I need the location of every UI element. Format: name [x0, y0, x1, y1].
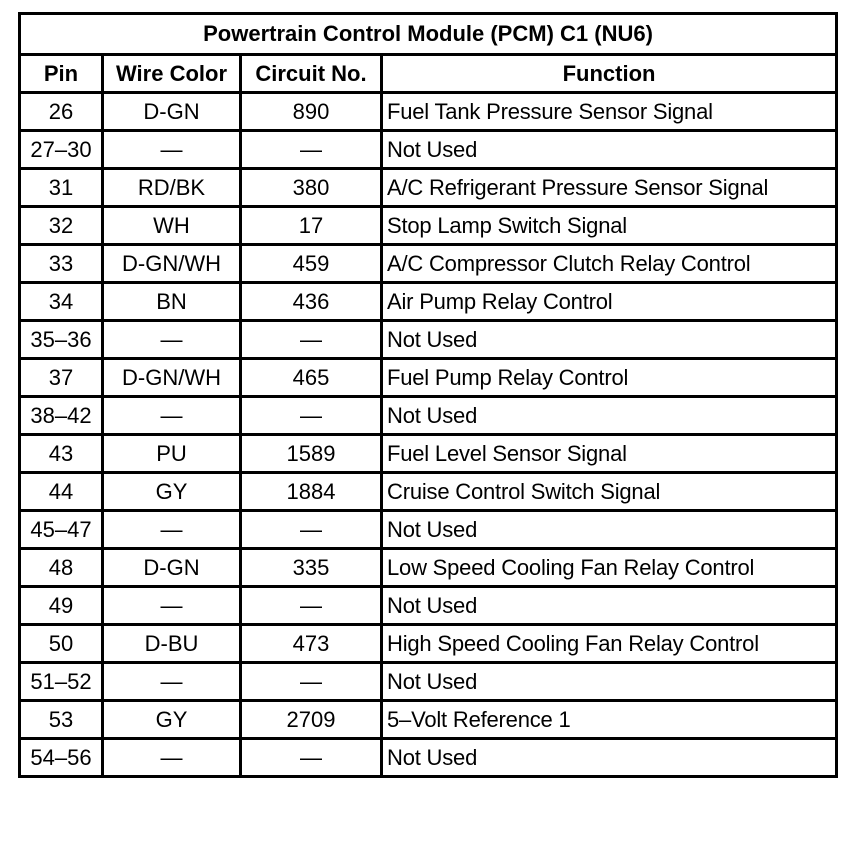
circuit-no-cell: —	[241, 587, 382, 625]
wire-color-cell: RD/BK	[103, 169, 241, 207]
function-cell: High Speed Cooling Fan Relay Control	[382, 625, 837, 663]
pin-cell: 37	[20, 359, 103, 397]
table-row	[20, 131, 837, 169]
pin-cell: 33	[20, 245, 103, 283]
circuit-no-cell: 2709	[241, 701, 382, 739]
pin-cell: 26	[20, 93, 103, 131]
function-cell: Stop Lamp Switch Signal	[382, 207, 837, 245]
function-cell: Not Used	[382, 321, 837, 359]
wire-color-cell: —	[103, 587, 241, 625]
wire-color-cell: —	[103, 511, 241, 549]
function-cell: Fuel Pump Relay Control	[382, 359, 837, 397]
pin-cell: 35–36	[20, 321, 103, 359]
pcm-connector-table	[18, 12, 838, 778]
pin-cell: 38–42	[20, 397, 103, 435]
table-row	[20, 473, 837, 511]
wire-color-cell: —	[103, 739, 241, 777]
circuit-no-cell: —	[241, 397, 382, 435]
function-cell: Not Used	[382, 663, 837, 701]
circuit-no-cell: —	[241, 739, 382, 777]
table-row	[20, 549, 837, 587]
pin-cell: 43	[20, 435, 103, 473]
table-row	[20, 625, 837, 663]
wire-color-cell: WH	[103, 207, 241, 245]
table-row	[20, 663, 837, 701]
circuit-no-cell: —	[241, 511, 382, 549]
table-row	[20, 283, 837, 321]
circuit-no-cell: —	[241, 131, 382, 169]
wire-color-cell: BN	[103, 283, 241, 321]
table-row	[20, 701, 837, 739]
pin-cell: 44	[20, 473, 103, 511]
pin-cell: 51–52	[20, 663, 103, 701]
wire-color-cell: —	[103, 663, 241, 701]
function-cell: Not Used	[382, 131, 837, 169]
wire-color-cell: GY	[103, 473, 241, 511]
pin-cell: 27–30	[20, 131, 103, 169]
function-cell: Not Used	[382, 739, 837, 777]
function-cell: Fuel Tank Pressure Sensor Signal	[382, 93, 837, 131]
circuit-no-cell: —	[241, 663, 382, 701]
table-row	[20, 397, 837, 435]
header-circuit-no: Circuit No.	[241, 55, 382, 93]
circuit-no-cell: 436	[241, 283, 382, 321]
table-row	[20, 511, 837, 549]
circuit-no-cell: 380	[241, 169, 382, 207]
function-cell: Not Used	[382, 587, 837, 625]
function-cell: Not Used	[382, 397, 837, 435]
circuit-no-cell: 1589	[241, 435, 382, 473]
table-row	[20, 587, 837, 625]
header-wire-color: Wire Color	[103, 55, 241, 93]
header-pin: Pin	[20, 55, 103, 93]
pin-cell: 34	[20, 283, 103, 321]
table-row	[20, 435, 837, 473]
table-row	[20, 321, 837, 359]
function-cell: A/C Refrigerant Pressure Sensor Signal	[382, 169, 837, 207]
circuit-no-cell: 335	[241, 549, 382, 587]
function-cell: Not Used	[382, 511, 837, 549]
table-row	[20, 93, 837, 131]
wire-color-cell: GY	[103, 701, 241, 739]
header-row	[20, 55, 837, 93]
wire-color-cell: —	[103, 131, 241, 169]
table-row	[20, 359, 837, 397]
pin-cell: 45–47	[20, 511, 103, 549]
table-title: Powertrain Control Module (PCM) C1 (NU6)	[20, 14, 837, 55]
function-cell: Fuel Level Sensor Signal	[382, 435, 837, 473]
circuit-no-cell: 1884	[241, 473, 382, 511]
table-row	[20, 169, 837, 207]
pin-cell: 54–56	[20, 739, 103, 777]
pin-cell: 48	[20, 549, 103, 587]
function-cell: Air Pump Relay Control	[382, 283, 837, 321]
wire-color-cell: PU	[103, 435, 241, 473]
function-cell: Low Speed Cooling Fan Relay Control	[382, 549, 837, 587]
wire-color-cell: D-GN/WH	[103, 245, 241, 283]
title-row	[20, 14, 837, 55]
circuit-no-cell: 459	[241, 245, 382, 283]
circuit-no-cell: 465	[241, 359, 382, 397]
wire-color-cell: D-GN	[103, 93, 241, 131]
pin-cell: 32	[20, 207, 103, 245]
pin-cell: 50	[20, 625, 103, 663]
function-cell: Cruise Control Switch Signal	[382, 473, 837, 511]
pin-cell: 49	[20, 587, 103, 625]
table-row	[20, 739, 837, 777]
table-row	[20, 245, 837, 283]
wire-color-cell: D-GN/WH	[103, 359, 241, 397]
circuit-no-cell: 890	[241, 93, 382, 131]
circuit-no-cell: 473	[241, 625, 382, 663]
function-cell: A/C Compressor Clutch Relay Control	[382, 245, 837, 283]
wire-color-cell: D-GN	[103, 549, 241, 587]
circuit-no-cell: —	[241, 321, 382, 359]
header-function: Function	[382, 55, 837, 93]
wire-color-cell: —	[103, 397, 241, 435]
wire-color-cell: —	[103, 321, 241, 359]
table-row	[20, 207, 837, 245]
wire-color-cell: D-BU	[103, 625, 241, 663]
circuit-no-cell: 17	[241, 207, 382, 245]
function-cell: 5–Volt Reference 1	[382, 701, 837, 739]
pin-cell: 53	[20, 701, 103, 739]
pin-cell: 31	[20, 169, 103, 207]
table-body	[20, 93, 837, 777]
